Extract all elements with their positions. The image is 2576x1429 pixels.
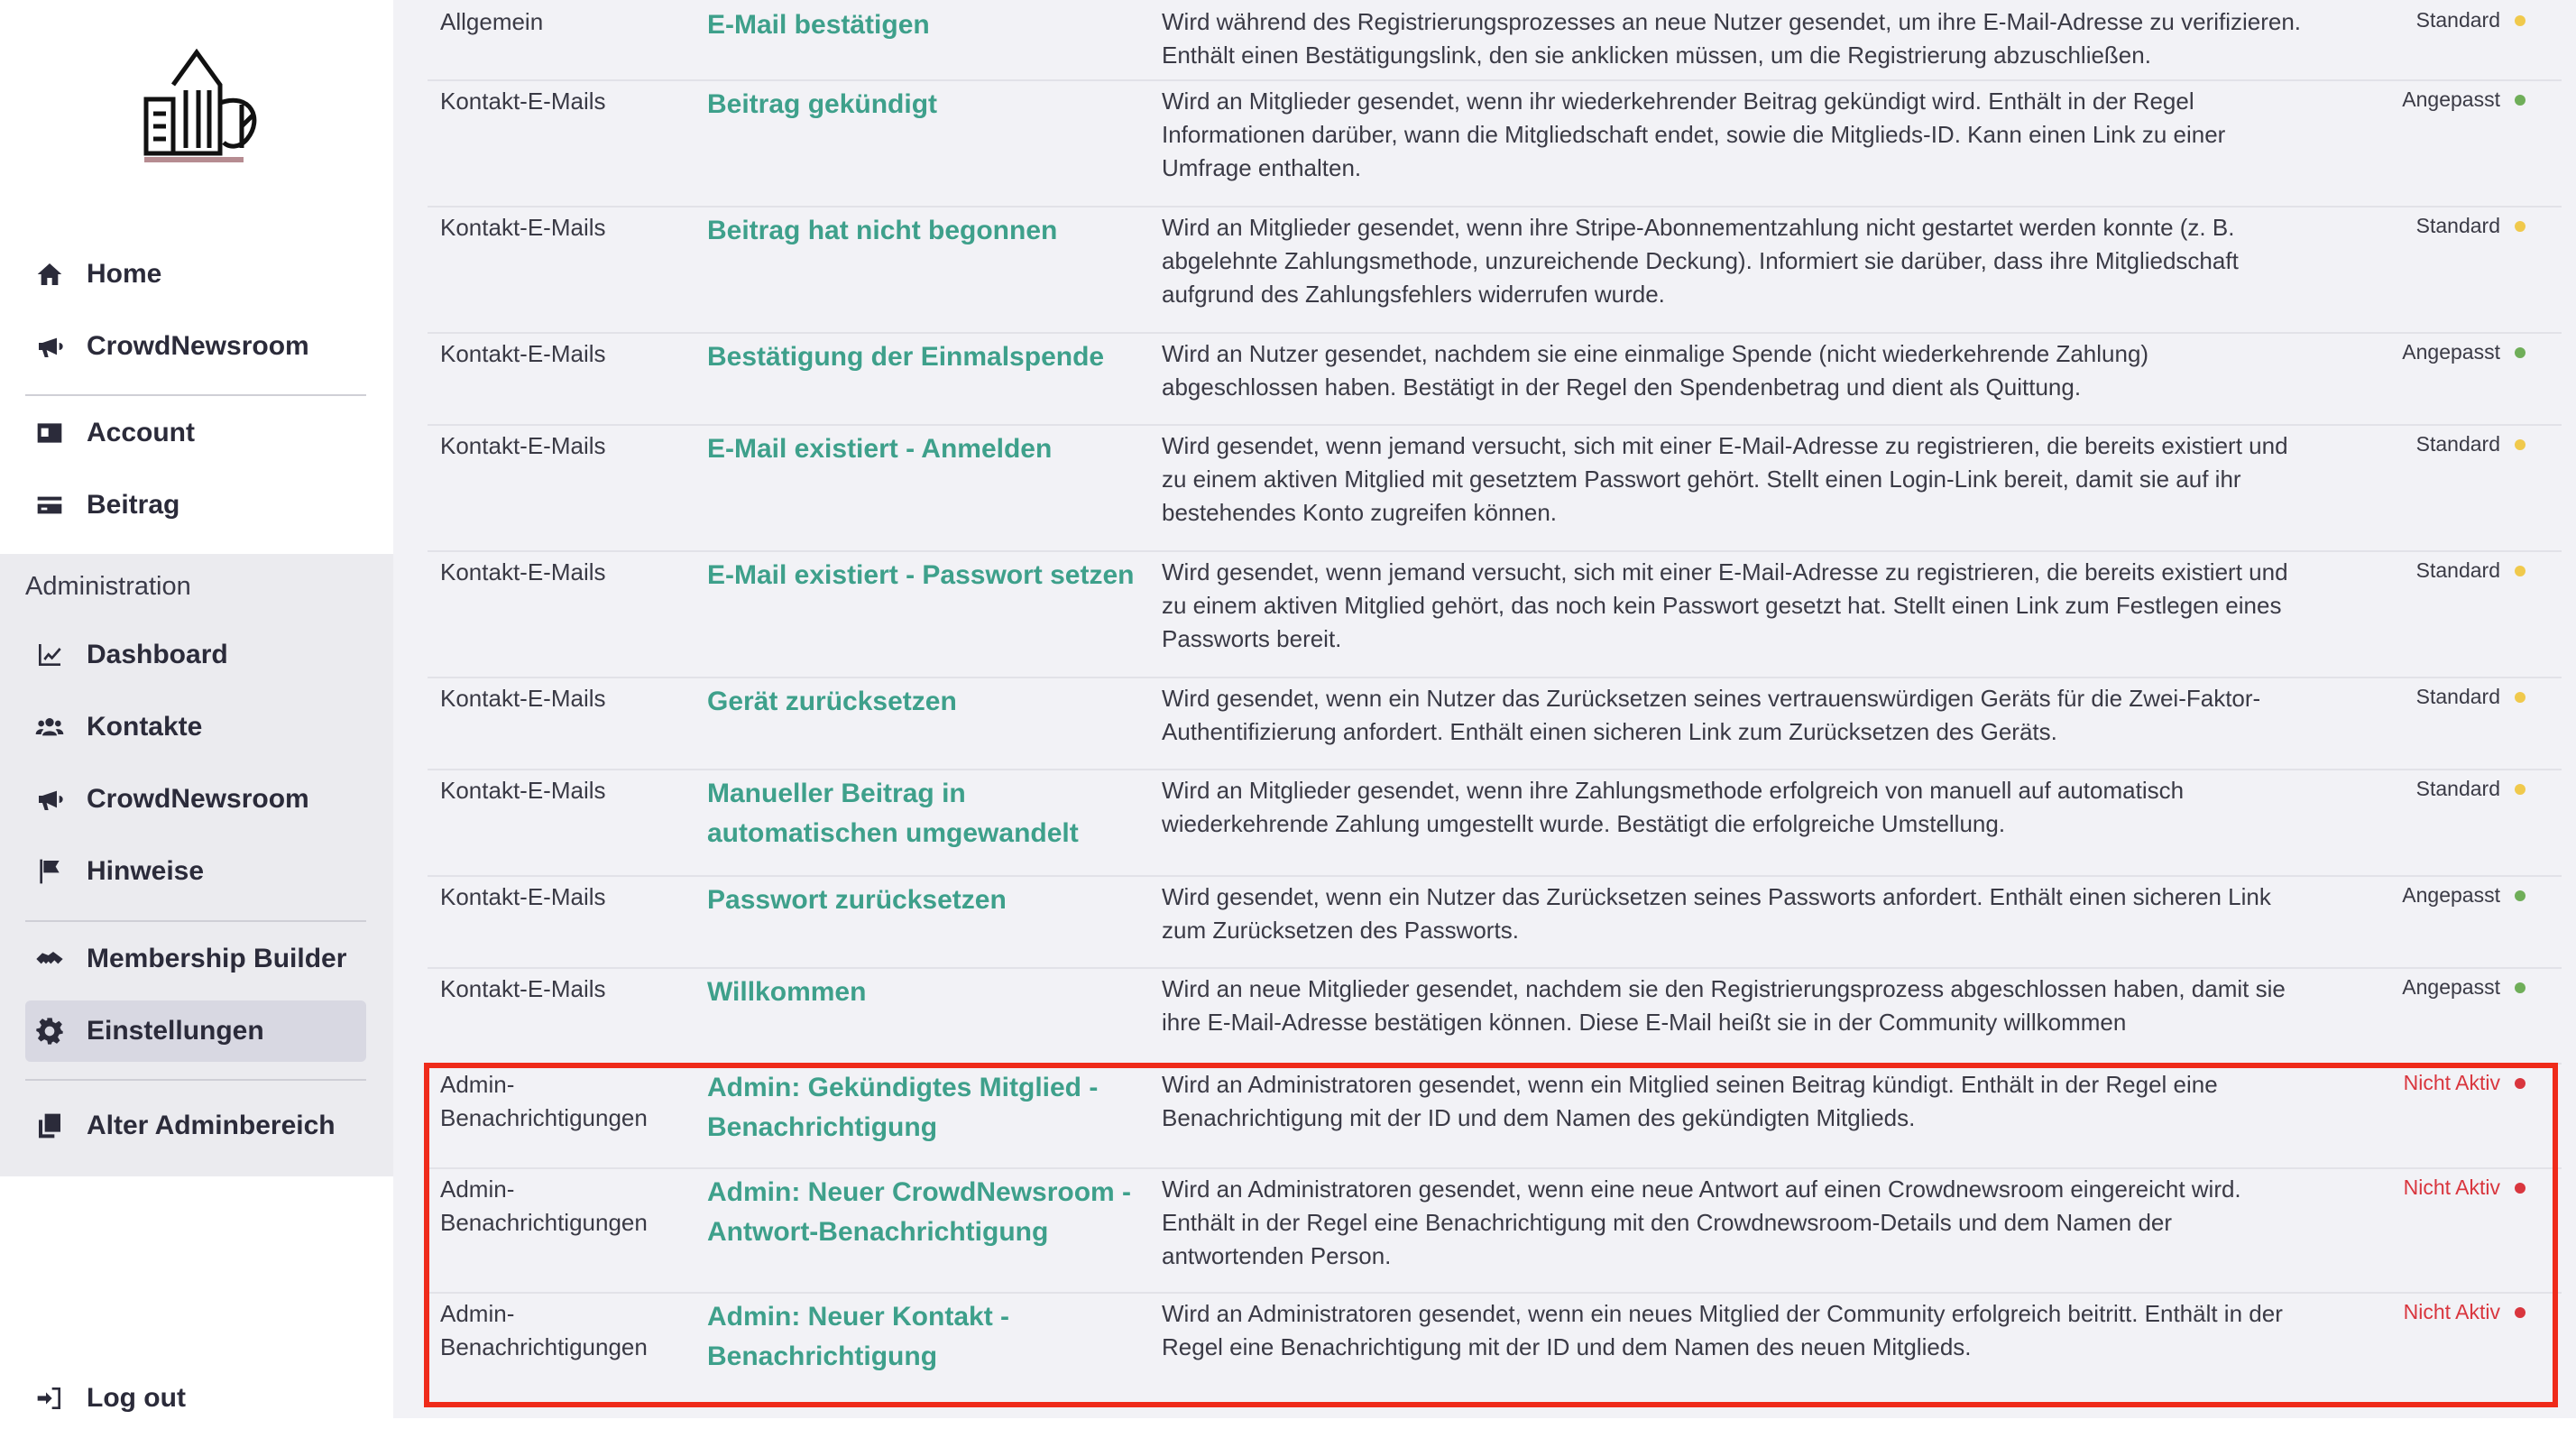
sidebar-item-home[interactable]: [25, 244, 366, 305]
status-dot-icon: [2515, 692, 2525, 703]
sidebar-item-label: Kontakte: [87, 712, 203, 742]
sidebar-item-alter-adminbereich[interactable]: [25, 1095, 366, 1157]
row-description: Wird an Administratoren gesendet, wenn ein neues Mitglied der Community erfolgreich beitritt. Enthält in der Regel eine Benachrichtigung mit der ID und dem Namen des neuen Mitglieds.: [1162, 1300, 2283, 1360]
status-badge: [2416, 682, 2525, 712]
sidebar-item-label: Account: [87, 418, 195, 447]
template-name-link[interactable]: E-Mail bestätigen: [707, 10, 930, 40]
logo-icon: [143, 49, 265, 166]
status-dot-icon: [2515, 890, 2525, 901]
handshake-icon: [34, 944, 65, 974]
status-label: Standard: [2415, 558, 2500, 582]
row-category: Admin-Benachrichtigungen: [440, 1175, 648, 1236]
table-row[interactable]: [428, 0, 2562, 81]
status-dot-icon: [2515, 566, 2525, 576]
credit-card-icon: [34, 490, 65, 521]
logout-icon: [34, 1383, 65, 1414]
copy-icon: [34, 1111, 65, 1141]
row-category: Admin-Benachrichtigungen: [440, 1300, 648, 1360]
status-dot-icon: [2515, 1183, 2525, 1194]
sidebar-item-label: Dashboard: [87, 640, 228, 669]
status-dot-icon: [2515, 95, 2525, 106]
status-badge: [2402, 337, 2525, 367]
row-category: Kontakt-E-Mails: [440, 975, 606, 1002]
status-label: Standard: [2415, 685, 2500, 708]
row-description: Wird an Mitglieder gesendet, wenn ihre Zahlungsmethode erfolgreich von manuell auf automatisch wiederkehrende Zahlung umgestellt wurde. Bestätigt die erfolgreiche Umstellung.: [1162, 777, 2185, 837]
logout-label: Log out: [87, 1383, 186, 1413]
table-row[interactable]: [428, 424, 2562, 552]
table-row[interactable]: [428, 550, 2562, 678]
sidebar-divider: [25, 1079, 366, 1081]
sidebar-item-beitrag[interactable]: [25, 475, 366, 536]
sidebar-item-label: Home: [87, 259, 162, 289]
row-description: Wird gesendet, wenn ein Nutzer das Zurücksetzen seines vertrauenswürdigen Geräts für die Zwei-Faktor-Authentifizierung anfordert. Enthält einen sicheren Link zum Zurücksetzen des Geräts.: [1162, 685, 2261, 745]
row-category: Kontakt-E-Mails: [440, 777, 606, 804]
sidebar: [0, 0, 393, 1418]
sidebar-item-kontakte[interactable]: [25, 696, 366, 758]
template-name-link[interactable]: Admin: Gekündigtes Mitglied - Benachrichtigung: [707, 1073, 1099, 1142]
row-description: Wird an Administratoren gesendet, wenn ein Mitglied seinen Beitrag kündigt. Enthält in der Regel eine Benachrichtigung mit der ID und dem Namen des gekündigten Mitglieds.: [1162, 1071, 2218, 1131]
status-badge: [2404, 1068, 2525, 1098]
template-name-link[interactable]: Manueller Beitrag in automatischen umgewandelt: [707, 779, 1079, 848]
status-badge: [2416, 5, 2525, 35]
table-row[interactable]: [428, 967, 2562, 1065]
row-description: Wird gesendet, wenn ein Nutzer das Zurücksetzen seines Passworts anfordert. Enthält einen sicheren Link zum Zurücksetzen des Passworts.: [1162, 883, 2271, 944]
status-badge: [2402, 85, 2525, 115]
status-label: Standard: [2415, 777, 2500, 800]
template-name-link[interactable]: Bestätigung der Einmalspende: [707, 342, 1105, 372]
sidebar-divider: [25, 394, 366, 396]
megaphone-icon: [34, 331, 65, 362]
table-row[interactable]: [428, 677, 2562, 770]
status-dot-icon: [2515, 1078, 2525, 1089]
row-description: Wird gesendet, wenn jemand versucht, sich mit einer E-Mail-Adresse zu registrieren, die bereits existiert und zu einem aktiven Mitglied mit gesetztem Passwort gehört. Stellt einen Login-Link bereit, damit sie auf ihr bestehendes Konto zugreifen können.: [1162, 432, 2288, 526]
row-category: Allgemein: [440, 8, 544, 35]
home-icon: [34, 259, 65, 290]
row-category: Kontakt-E-Mails: [440, 558, 606, 585]
chart-line-icon: [34, 640, 65, 670]
sidebar-item-einstellungen[interactable]: [25, 1000, 366, 1062]
table-row[interactable]: [428, 206, 2562, 334]
row-category: Kontakt-E-Mails: [440, 432, 606, 459]
template-name-link[interactable]: Admin: Neuer Kontakt - Benachrichtigung: [707, 1302, 1010, 1371]
status-badge: [2402, 973, 2525, 1002]
row-description: Wird an Mitglieder gesendet, wenn ihre Stripe-Abonnementzahlung nicht gestartet werden konnte (z. B. abgelehnte Zahlungsmethode, unzureichende Deckung). Informiert sie darüber, dass ihre Mitgliedschaft aufgrund des Zahlungsfehlers widerrufen wurde.: [1162, 214, 2239, 308]
sidebar-item-hinweise[interactable]: [25, 841, 366, 902]
status-label: Standard: [2415, 8, 2500, 32]
status-dot-icon: [2515, 221, 2525, 232]
sidebar-item-label: Membership Builder: [87, 944, 347, 973]
megaphone-icon: [34, 784, 65, 815]
status-label: Angepasst: [2402, 340, 2500, 364]
sidebar-item-account[interactable]: [25, 402, 366, 464]
app-logo[interactable]: [143, 49, 265, 166]
row-category: Kontakt-E-Mails: [440, 340, 606, 367]
template-name-link[interactable]: Passwort zurücksetzen: [707, 885, 1007, 915]
table-row[interactable]: [428, 1063, 2562, 1169]
sidebar-item-membership-builder[interactable]: [25, 928, 366, 990]
table-row[interactable]: [428, 332, 2562, 426]
sidebar-divider: [25, 920, 366, 922]
status-dot-icon: [2515, 439, 2525, 450]
table-row[interactable]: [428, 1292, 2562, 1418]
sidebar-item-label: Beitrag: [87, 490, 180, 520]
sidebar-item-label: Hinweise: [87, 856, 205, 886]
sidebar-item-label: CrowdNewsroom: [87, 331, 309, 361]
template-name-link[interactable]: Gerät zurücksetzen: [707, 687, 957, 716]
id-card-icon: [34, 418, 65, 448]
row-category: Kontakt-E-Mails: [440, 88, 606, 115]
status-badge: [2402, 880, 2525, 910]
template-name-link[interactable]: Beitrag hat nicht begonnen: [707, 216, 1058, 245]
status-label: Angepasst: [2402, 883, 2500, 907]
status-label: Nicht Aktiv: [2403, 1071, 2500, 1094]
status-label: Angepasst: [2402, 88, 2500, 111]
status-badge: [2416, 211, 2525, 241]
status-dot-icon: [2515, 784, 2525, 795]
sidebar-item-label: Einstellungen: [87, 1016, 264, 1046]
status-badge: [2416, 556, 2525, 585]
status-dot-icon: [2515, 347, 2525, 358]
sidebar-item-label: CrowdNewsroom: [87, 784, 309, 814]
row-category: Kontakt-E-Mails: [440, 685, 606, 712]
sidebar-item-crowdnewsroom[interactable]: [25, 316, 366, 377]
row-category: Kontakt-E-Mails: [440, 214, 606, 241]
row-description: Wird an Nutzer gesendet, nachdem sie eine einmalige Spende (nicht wiederkehrende Zahlung) abgeschlossen haben. Bestätigt in der Regel den Spendenbetrag und dient als Quittung.: [1162, 340, 2149, 401]
gear-icon: [34, 1016, 65, 1046]
template-name-link[interactable]: E-Mail existiert - Anmelden: [707, 434, 1053, 464]
sidebar-item-dashboard[interactable]: [25, 624, 366, 686]
status-badge: [2404, 1173, 2525, 1203]
status-badge: [2416, 774, 2525, 804]
status-dot-icon: [2515, 982, 2525, 993]
status-badge: [2416, 429, 2525, 459]
logout-button[interactable]: [25, 1368, 366, 1429]
table-row[interactable]: [428, 875, 2562, 969]
template-name-link[interactable]: Willkommen: [707, 977, 867, 1007]
table-row[interactable]: [428, 1167, 2562, 1294]
section-title-administration: Administration: [25, 572, 191, 601]
row-category: Admin-Benachrichtigungen: [440, 1071, 648, 1131]
row-description: Wird an Administratoren gesendet, wenn eine neue Antwort auf einen Crowdnewsroom eingereicht wird. Enthält in der Regel eine Benachrichtigung mit den Crowdnewsroom-Details und dem Namen der antwortenden Person.: [1162, 1175, 2241, 1269]
status-label: Nicht Aktiv: [2403, 1175, 2500, 1199]
template-name-link[interactable]: Admin: Neuer CrowdNewsroom - Antwort-Benachrichtigung: [707, 1177, 1132, 1247]
status-label: Standard: [2415, 432, 2500, 456]
sidebar-item-label: Alter Adminbereich: [87, 1111, 336, 1140]
sidebar-item-admin-crowdnewsroom[interactable]: [25, 769, 366, 830]
template-name-link[interactable]: Beitrag gekündigt: [707, 89, 938, 119]
status-label: Angepasst: [2402, 975, 2500, 999]
status-label: Standard: [2415, 214, 2500, 237]
status-badge: [2404, 1297, 2525, 1327]
row-description: Wird an neue Mitglieder gesendet, nachdem sie den Registrierungsprozess abgeschlossen haben, damit sie ihre E-Mail-Adresse bestätigen können. Diese E-Mail heißt sie in der Community willkommen: [1162, 975, 2286, 1036]
row-category: Kontakt-E-Mails: [440, 883, 606, 910]
table-row[interactable]: [428, 769, 2562, 877]
status-label: Nicht Aktiv: [2403, 1300, 2500, 1323]
status-dot-icon: [2515, 15, 2525, 26]
status-dot-icon: [2515, 1307, 2525, 1318]
users-icon: [34, 712, 65, 742]
flag-icon: [34, 856, 65, 887]
table-row[interactable]: [428, 79, 2562, 207]
row-description: Wird gesendet, wenn jemand versucht, sich mit einer E-Mail-Adresse zu registrieren, die bereits existiert und zu einem aktiven Mitglied gehört, das noch kein Passwort gesetzt hat. Stellt einen Link zum Festlegen eines Passworts bereit.: [1162, 558, 2288, 652]
row-description: Wird an Mitglieder gesendet, wenn ihr wiederkehrender Beitrag gekündigt wird. Enthält in der Regel Informationen darüber, wann die Mitgliedschaft endet, sowie die Mitglieds-ID. Kann einen Link zu einer Umfrage enthalten.: [1162, 88, 2226, 181]
row-description: Wird während des Registrierungsprozesses an neue Nutzer gesendet, um ihre E-Mail-Adresse zu verifizieren. Enthält einen Bestätigungslink, den sie anklicken müssen, um die Registrierung abzuschließen.: [1162, 8, 2302, 69]
template-name-link[interactable]: E-Mail existiert - Passwort setzen: [707, 560, 1135, 590]
